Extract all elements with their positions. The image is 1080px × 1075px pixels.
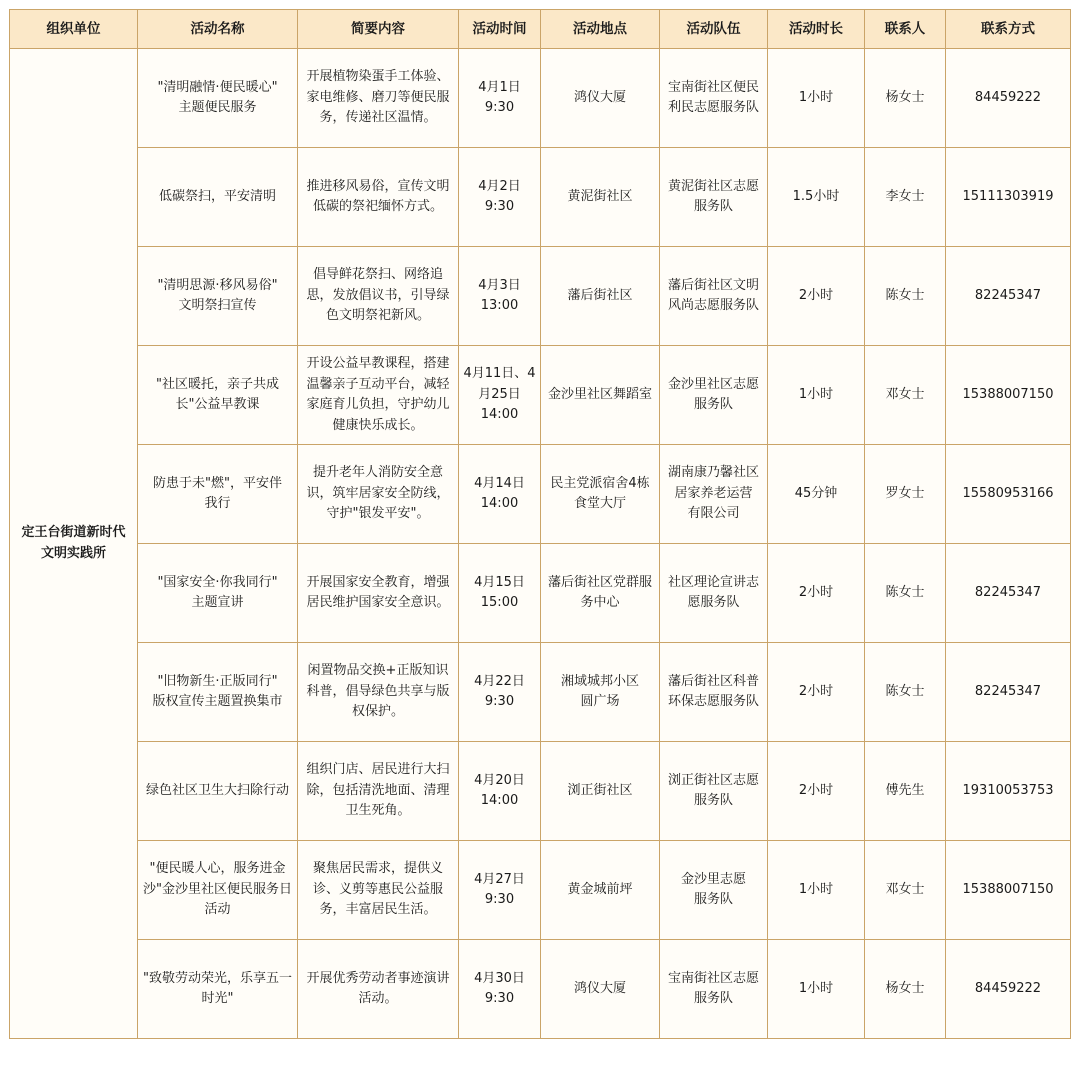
contact-cell: 陈女士	[865, 643, 946, 742]
team-cell: 黄泥街社区志愿 服务队	[660, 148, 768, 247]
phone-cell: 82245347	[946, 643, 1071, 742]
location-cell: 鸿仪大厦	[541, 49, 660, 148]
duration-cell: 2小时	[768, 247, 865, 346]
summary-cell: 倡导鲜花祭扫、网络追思，发放倡议书，引导绿色文明祭祀新风。	[298, 247, 459, 346]
team-cell: 藩后街社区文明 风尚志愿服务队	[660, 247, 768, 346]
time-cell: 4月22日 9:30	[459, 643, 541, 742]
table-row	[10, 940, 1071, 1039]
header-summary: 简要内容	[298, 10, 459, 49]
contact-cell: 杨女士	[865, 940, 946, 1039]
team-cell: 浏正街社区志愿 服务队	[660, 742, 768, 841]
table-row	[10, 544, 1071, 643]
team-cell: 社区理论宣讲志 愿服务队	[660, 544, 768, 643]
table-row	[10, 742, 1071, 841]
activity-name-cell: "国家安全·你我同行" 主题宣讲	[138, 544, 298, 643]
duration-cell: 1小时	[768, 841, 865, 940]
header-contact: 联系人	[865, 10, 946, 49]
location-cell: 黄金城前坪	[541, 841, 660, 940]
table-header-row	[10, 10, 1071, 49]
contact-cell: 杨女士	[865, 49, 946, 148]
table-row	[10, 445, 1071, 544]
time-cell: 4月2日 9:30	[459, 148, 541, 247]
location-cell: 黄泥街社区	[541, 148, 660, 247]
time-cell: 4月14日 14:00	[459, 445, 541, 544]
location-cell: 民主党派宿舍4栋 食堂大厅	[541, 445, 660, 544]
activity-name-cell: "社区暖托，亲子共成长"公益早教课	[138, 346, 298, 445]
activity-name-cell: "旧物新生·正版同行" 版权宣传主题置换集市	[138, 643, 298, 742]
phone-cell: 84459222	[946, 49, 1071, 148]
summary-cell: 开展植物染蛋手工体验、家电维修、磨刀等便民服务，传递社区温情。	[298, 49, 459, 148]
header-activity-name: 活动名称	[138, 10, 298, 49]
team-cell: 金沙里志愿 服务队	[660, 841, 768, 940]
activity-name-cell: 绿色社区卫生大扫除行动	[138, 742, 298, 841]
header-team: 活动队伍	[660, 10, 768, 49]
contact-cell: 陈女士	[865, 247, 946, 346]
duration-cell: 45分钟	[768, 445, 865, 544]
summary-cell: 提升老年人消防安全意识，筑牢居家安全防线，守护"银发平安"。	[298, 445, 459, 544]
time-cell: 4月20日 14:00	[459, 742, 541, 841]
summary-cell: 组织门店、居民进行大扫除，包括清洗地面、清理卫生死角。	[298, 742, 459, 841]
activity-name-cell: "便民暖人心，服务进金沙"金沙里社区便民服务日活动	[138, 841, 298, 940]
activity-name-cell: 防患于未"燃"，平安伴 我行	[138, 445, 298, 544]
phone-cell: 15388007150	[946, 841, 1071, 940]
time-cell: 4月3日 13:00	[459, 247, 541, 346]
team-cell: 湖南康乃馨社区 居家养老运营 有限公司	[660, 445, 768, 544]
duration-cell: 1小时	[768, 49, 865, 148]
activity-name-cell: 低碳祭扫，平安清明	[138, 148, 298, 247]
activity-name-cell: "清明融情·便民暖心" 主题便民服务	[138, 49, 298, 148]
summary-cell: 开展优秀劳动者事迹演讲活动。	[298, 940, 459, 1039]
team-cell: 藩后街社区科普 环保志愿服务队	[660, 643, 768, 742]
team-cell: 宝南街社区便民 利民志愿服务队	[660, 49, 768, 148]
activity-schedule-table	[9, 9, 1071, 1039]
phone-cell: 15111303919	[946, 148, 1071, 247]
location-cell: 湘域城邦小区 圆广场	[541, 643, 660, 742]
location-cell: 藩后街社区党群服 务中心	[541, 544, 660, 643]
location-cell: 浏正街社区	[541, 742, 660, 841]
header-location: 活动地点	[541, 10, 660, 49]
team-cell: 金沙里社区志愿 服务队	[660, 346, 768, 445]
duration-cell: 1.5小时	[768, 148, 865, 247]
contact-cell: 陈女士	[865, 544, 946, 643]
phone-cell: 84459222	[946, 940, 1071, 1039]
phone-cell: 15580953166	[946, 445, 1071, 544]
contact-cell: 邓女士	[865, 346, 946, 445]
time-cell: 4月15日 15:00	[459, 544, 541, 643]
phone-cell: 15388007150	[946, 346, 1071, 445]
activity-name-cell: "清明思源·移风易俗" 文明祭扫宣传	[138, 247, 298, 346]
phone-cell: 82245347	[946, 247, 1071, 346]
activity-name-cell: "致敬劳动荣光，乐享五一时光"	[138, 940, 298, 1039]
table-row	[10, 643, 1071, 742]
contact-cell: 李女士	[865, 148, 946, 247]
org-unit-cell: 定王台街道新时代 文明实践所	[10, 49, 138, 1039]
contact-cell: 傅先生	[865, 742, 946, 841]
schedule-table-wrapper	[9, 9, 1071, 1039]
header-time: 活动时间	[459, 10, 541, 49]
table-row	[10, 247, 1071, 346]
table-row	[10, 841, 1071, 940]
phone-cell: 19310053753	[946, 742, 1071, 841]
duration-cell: 2小时	[768, 643, 865, 742]
team-cell: 宝南街社区志愿 服务队	[660, 940, 768, 1039]
summary-cell: 聚焦居民需求，提供义诊、义剪等惠民公益服务，丰富居民生活。	[298, 841, 459, 940]
table-row	[10, 346, 1071, 445]
time-cell: 4月30日 9:30	[459, 940, 541, 1039]
location-cell: 鸿仪大厦	[541, 940, 660, 1039]
summary-cell: 开展国家安全教育，增强居民维护国家安全意识。	[298, 544, 459, 643]
summary-cell: 开设公益早教课程，搭建温馨亲子互动平台，减轻家庭育儿负担，守护幼儿健康快乐成长。	[298, 346, 459, 445]
summary-cell: 闲置物品交换+正版知识科普，倡导绿色共享与版权保护。	[298, 643, 459, 742]
contact-cell: 罗女士	[865, 445, 946, 544]
table-row	[10, 148, 1071, 247]
summary-cell: 推进移风易俗，宣传文明低碳的祭祀缅怀方式。	[298, 148, 459, 247]
header-duration: 活动时长	[768, 10, 865, 49]
duration-cell: 1小时	[768, 346, 865, 445]
duration-cell: 2小时	[768, 544, 865, 643]
header-phone: 联系方式	[946, 10, 1071, 49]
time-cell: 4月27日 9:30	[459, 841, 541, 940]
time-cell: 4月1日 9:30	[459, 49, 541, 148]
header-org-unit: 组织单位	[10, 10, 138, 49]
duration-cell: 2小时	[768, 742, 865, 841]
duration-cell: 1小时	[768, 940, 865, 1039]
phone-cell: 82245347	[946, 544, 1071, 643]
table-row	[10, 49, 1071, 148]
time-cell: 4月11日、4月25日 14:00	[459, 346, 541, 445]
location-cell: 金沙里社区舞蹈室	[541, 346, 660, 445]
location-cell: 藩后街社区	[541, 247, 660, 346]
contact-cell: 邓女士	[865, 841, 946, 940]
